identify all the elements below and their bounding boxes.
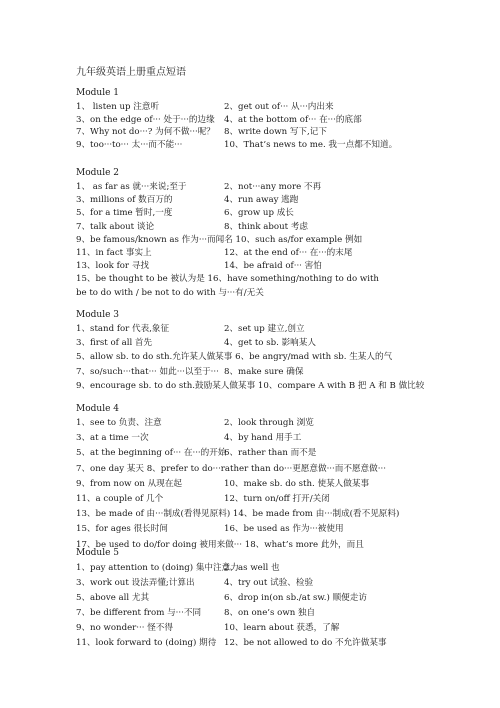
phrase-entry: 1、 as far as 就···来说;至于 xyxy=(76,182,187,192)
phrase-entry: 6、grow up 成长 xyxy=(224,208,294,219)
phrase-entry: 3、work out 设法弄懂;计算出 xyxy=(76,578,195,588)
phrase-entry: 13、look for 寻找 xyxy=(76,261,149,272)
phrase-entry: 15、for ages 很长时间 xyxy=(76,524,168,535)
phrase-entry: 1、stand for 代表,象征 xyxy=(76,324,170,334)
phrase-entry: 8、think about 考虑 xyxy=(224,221,308,232)
phrase-entry: 1、see to 负责、注意 xyxy=(76,418,162,428)
phrase-entry: 5、above all 尤其 xyxy=(76,593,150,603)
phrase-entry: 4、run away 逃跑 xyxy=(224,195,299,206)
phrase-entry: 4、by hand 用手工 xyxy=(224,433,302,444)
phrase-entry: 1、pay attention to (doing) 集中注意力 xyxy=(76,563,239,573)
phrase-entry: 6、rather than 而不是 xyxy=(224,448,317,459)
phrase-entry: 12、turn on/off 打开/关闭 xyxy=(224,494,330,504)
phrase-entry: 7、talk about 谈论 xyxy=(76,221,155,232)
module-header: Module 4 xyxy=(76,404,119,414)
module-header: Module 2 xyxy=(76,168,119,178)
phrase-entry: 4、at the bottom of··· 在···的底部 xyxy=(224,114,362,125)
module-header: Module 3 xyxy=(76,310,119,320)
phrase-entry: 3、at a time 一次 xyxy=(76,433,149,444)
phrase-entry: 3、on the edge of··· 处于···的边缘 xyxy=(76,114,215,125)
phrase-entry: 10、make sb. do sth. 使某人做某事 xyxy=(224,478,370,489)
phrase-entry: 2、as well 也 xyxy=(224,563,280,573)
phrase-entry: 1、 listen up 注意听 xyxy=(76,102,160,112)
phrase-entry: be to do with / be not to do with 与···有/无关 xyxy=(76,287,264,298)
phrase-entry: 7、one day 某天 8、prefer to do···rather than do···更愿意做···而不愿意做··· xyxy=(76,463,386,474)
phrase-entry: 3、first of all 首先 xyxy=(76,338,153,349)
phrase-entry: 2、get out of··· 从···内出来 xyxy=(224,102,334,112)
phrase-entry: 10、That’s news to me. 我一点都不知道。 xyxy=(224,139,398,150)
phrase-entry: 10、learn about 获悉，了解 xyxy=(224,623,340,633)
phrase-entry: 8、make sure 确保 xyxy=(224,366,304,377)
module-header: Module 5 xyxy=(76,548,119,558)
phrase-entry: 16、be used as 作为···被使用 xyxy=(224,524,344,535)
module-header: Module 1 xyxy=(76,88,119,98)
phrase-entry: 5、at the beginning of··· 在···的开始 xyxy=(76,448,227,459)
phrase-entry: 2、set up 建立,创立 xyxy=(224,324,305,334)
phrase-entry: 12、be not allowed to do 不允许做某事 xyxy=(224,638,387,648)
phrase-entry: 11、in fact 事实上 xyxy=(76,248,152,258)
phrase-entry: 3、millions of 数百万的 xyxy=(76,195,173,206)
phrase-entry: 7、Why not do···? 为何不做···呢？ xyxy=(76,127,215,137)
phrase-entry: 8、on one’s own 独自 xyxy=(224,608,316,618)
phrase-entry: 9、too···to··· 太···而不能··· xyxy=(76,139,183,150)
phrase-entry: 5、for a time 暂时,一度 xyxy=(76,208,173,219)
phrase-entry: 15、be thought to be 被认为是 16、have something/nothing to do with xyxy=(76,274,379,285)
document-title: 九年级英语上册重点短语 xyxy=(76,67,186,78)
phrase-entry: 4、get to sb. 影响某人 xyxy=(224,338,316,349)
phrase-entry: 11、look forward to (doing) 期待 xyxy=(76,638,217,648)
phrase-entry: 8、write down 写下,记下 xyxy=(224,127,327,137)
phrase-entry: 12、at the end of··· 在···的末尾 xyxy=(224,248,353,258)
phrase-entry: 7、so/such···that··· 如此···以至于··· xyxy=(76,366,219,377)
phrase-entry: 9、no wonder··· 怪不得 xyxy=(76,623,173,633)
phrase-entry: 4、try out 试验、检验 xyxy=(224,578,314,588)
phrase-entry: 11、a couple of 几个 xyxy=(76,494,164,504)
phrase-entry: 7、be different from 与···不同 xyxy=(76,608,202,618)
phrase-entry: 6、drop in(on sb./at sw.) 顺便走访 xyxy=(224,593,367,603)
phrase-entry: 2、not···any more 不再 xyxy=(224,182,322,192)
phrase-entry: 5、allow sb. to do sth.允许某人做某事 6、be angry/mad with sb. 生某人的气 xyxy=(76,352,393,363)
phrase-entry: 9、be famous/known as 作为···而闻名 10、such as/for example 例如 xyxy=(76,234,363,245)
phrase-entry: 2、look through 浏览 xyxy=(224,418,314,428)
phrase-entry: 9、encourage sb. to do sth.鼓励某人做某事 10、compare A with B 把 A 和 B 做比较 xyxy=(76,380,425,391)
phrase-entry: 9、from now on 从现在起 xyxy=(76,478,183,489)
phrase-entry: 13、be made of 由···制成(看得见原料) 14、be made from 由···制成(看不见原料) xyxy=(76,509,400,520)
phrase-entry: 17、be used to do/for doing 被用来做··· 18、what’s more 此外，而且 xyxy=(76,539,364,550)
phrase-entry: 14、be afraid of··· 害怕 xyxy=(224,261,322,272)
